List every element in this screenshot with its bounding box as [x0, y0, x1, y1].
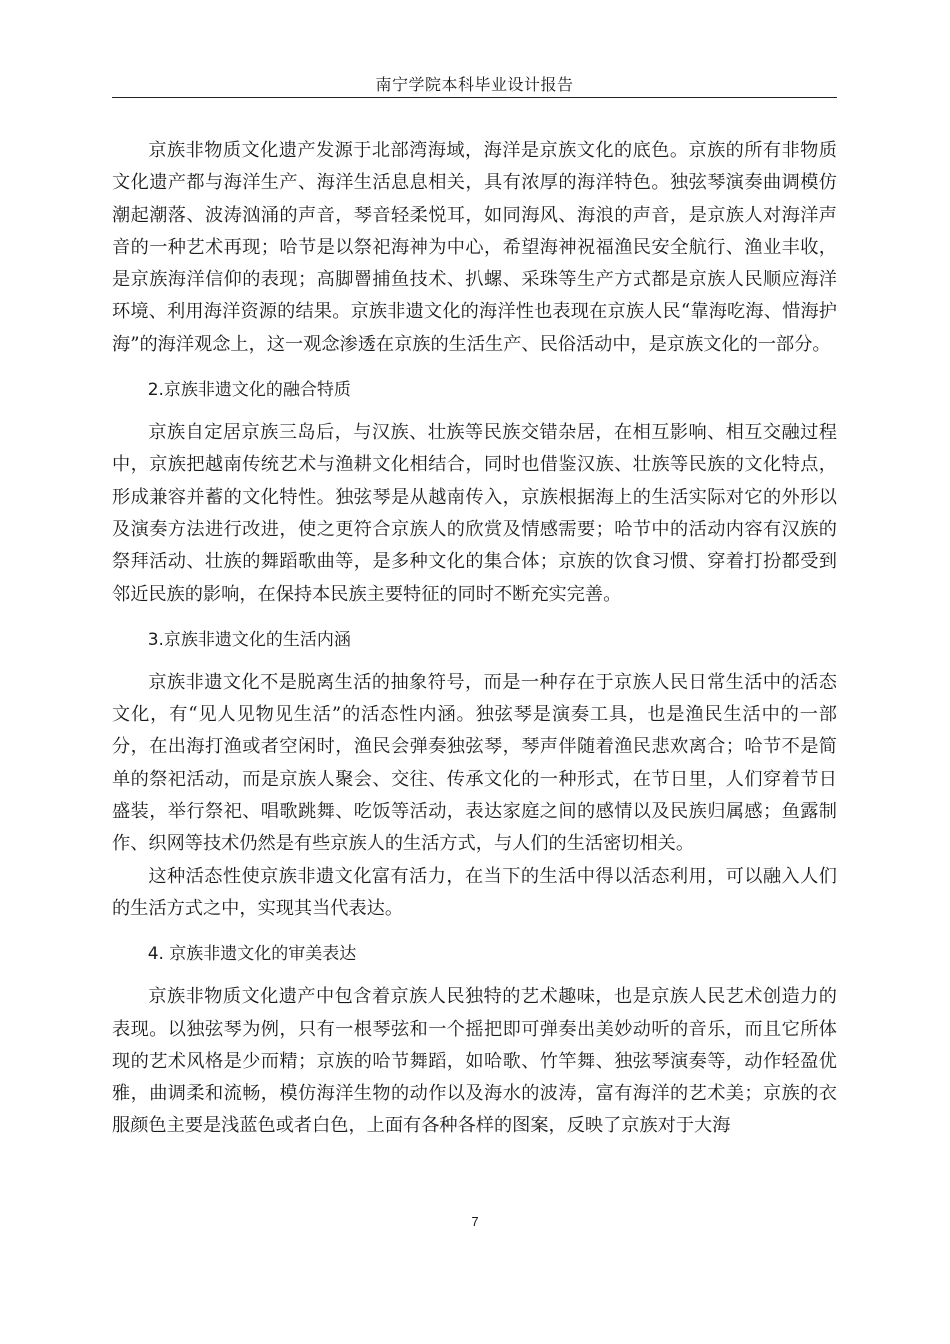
paragraph-life-connotation: 京族非遗文化不是脱离生活的抽象符号，而是一种存在于京族人民日常生活中的活态文化，有“见人见物见生活”的活态性内涵。独弦琴是演奏工具，也是渔民生活中的一部分，在出海打渔或者空闲时，渔民会弹奏独弦琴，琴声伴随着渔民悲欢离合；哈节不是简单的祭祀活动，而是京族人聚会、交往、传承文化的一种形式，在节日里，人们穿着节日盛装，举行祭祀、唱歌跳舞、吃饭等活动，表达家庭之间的感情以及民族归属感；鱼露制作、织网等技术仍然是有些京族人的生活方式，与人们的生活密切相关。 [112, 671, 837, 855]
paragraph-aesthetic-expression: 京族非物质文化遗产中包含着京族人民独特的艺术趣味，也是京族人民艺术创造力的表现。以独弦琴为例，只有一根琴弦和一个摇把即可弹奏出美妙动听的音乐，而且它所体现的艺术风格是少而精；京族的哈节舞蹈，如哈歌、竹竿舞、独弦琴演奏等，动作轻盈优雅，曲调柔和流畅，模仿海洋生物的动作以及海水的波涛，富有海洋的艺术美；京族的衣服颜色主要是浅蓝色或者白色，上面有各种各样的图案，反映了京族对于大海 [112, 986, 837, 1137]
header-divider [112, 97, 837, 98]
paragraph-living-vitality: 这种活态性使京族非遗文化富有活力，在当下的生活中得以活态利用，可以融入人们的生活方式之中，实现其当代表达。 [112, 865, 837, 919]
paragraph-fusion-character: 京族自定居京族三岛后，与汉族、壮族等民族交错杂居，在相互影响、相互交融过程中，京族把越南传统艺术与渔耕文化相结合，同时也借鉴汉族、壮族等民族的文化特点，形成兼容并蓄的文化特性。独弦琴是从越南传入，京族根据海上的生活实际对它的外形以及演奏方法进行改进，使之更符合京族人的欣赏及情感需要；哈节中的活动内容有汉族的祭拜活动、壮族的舞蹈歌曲等，是多种文化的集合体；京族的饮食习惯、穿着打扮都受到邻近民族的影响，在保持本民族主要特征的同时不断充实完善。 [112, 422, 837, 605]
paragraph-maritime-character: 京族非物质文化遗产发源于北部湾海域，海洋是京族文化的底色。京族的所有非物质文化遗产都与海洋生产、海洋生活息息相关，具有浓厚的海洋特色。独弦琴演奏曲调模仿潮起潮落、波涛汹涌的声音，琴音轻柔悦耳，如同海风、海浪的声音，是京族人对海洋声音的一种艺术再现；哈节是以祭祀海神为中心，希望海神祝福渔民安全航行、渔业丰收，是京族海洋信仰的表现；高脚罾捕鱼技术、扒螺、采珠等生产方式都是京族人民顺应海洋环境、利用海洋资源的结果。京族非遗文化的海洋性也表现在京族人民“靠海吃海、惜海护海”的海洋观念上，这一观念渗透在京族的生活生产、民俗活动中，是京族文化的一部分。 [112, 140, 837, 355]
section-heading-life: 3.京族非遗文化的生活内涵 [147, 629, 351, 650]
section-heading-aesthetic: 4. 京族非遗文化的审美表达 [147, 944, 357, 965]
page-header-title: 南宁学院本科毕业设计报告 [375, 75, 574, 94]
section-heading-fusion: 2.京族非遗文化的融合特质 [147, 380, 351, 401]
page-body [112, 135, 837, 1143]
page-number: 7 [471, 1214, 479, 1229]
